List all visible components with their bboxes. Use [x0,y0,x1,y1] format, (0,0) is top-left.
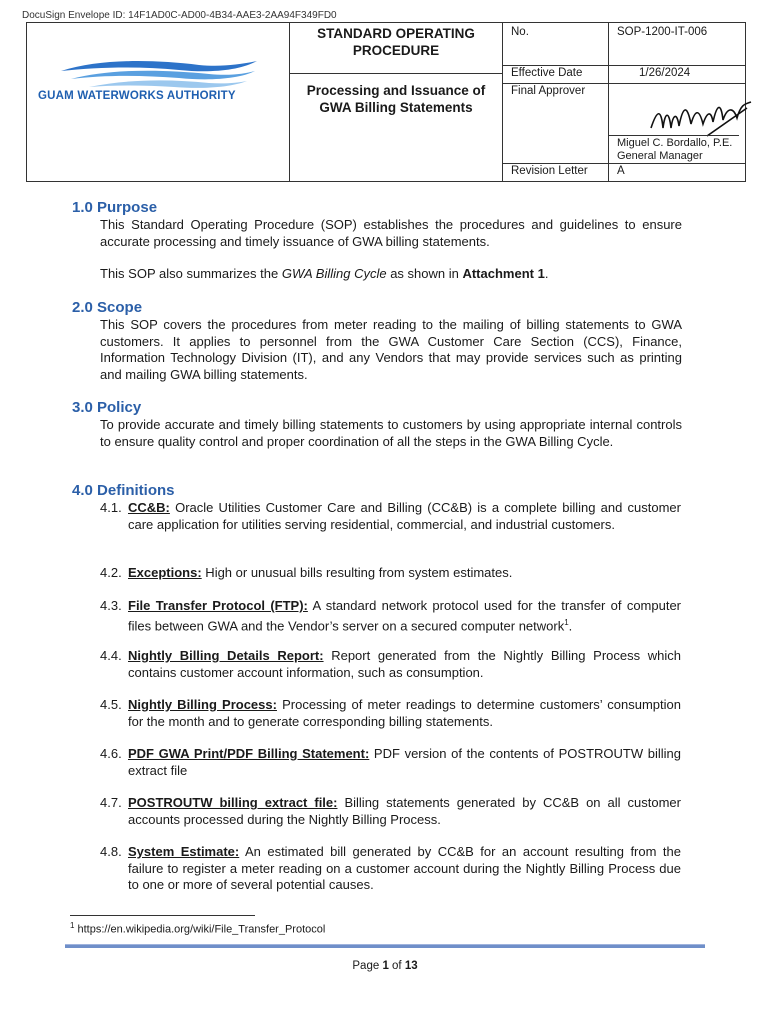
label-column [503,23,609,182]
purpose-heading: 1.0 Purpose [72,199,158,216]
doc-type: STANDARD OPERATING PROCEDURE [290,23,502,74]
footnote-divider [70,915,255,916]
policy-heading: 3.0 Policy [72,399,142,416]
footnote-ref: 1 [564,617,569,627]
value-column [609,23,746,182]
definition-item: 4.3. File Transfer Protocol (FTP): A standard network protocol used for the transfer of computer files between GWA and the Vendor’s server on a secured computer network$^1$. [100,598,682,633]
title-cell [290,23,503,182]
purpose-paragraph: This Standard Operating Procedure (SOP) establishes the procedures and guidelines to ensure accurate processing and timely issuance of GWA billing statements. [100,217,682,249]
revision-letter-label: Revision Letter [511,165,588,177]
scope-heading: 2.0 Scope [72,299,143,316]
page-number: Page 1 of 13 [352,960,418,972]
final-approver-label: Final Approver [503,84,608,164]
effective-date-value: 1/26/2024 [609,66,745,84]
definition-item: 4.2. Exceptions: High or unusual bills resulting from system estimates. [100,565,513,580]
sop-number: SOP-1200-IT-006 [609,23,745,66]
definition-item: 4.5. Nightly Billing Process: Processing of meter readings to determine customers’ consumption for the month and to generate corresponding billing statements. [100,697,681,729]
scope-paragraph: This SOP covers the procedures from meter reading to the mailing of billing statements to GWA customers. It applies to personnel from the GWA Customer Care Section (CCS), Finance, Information Technology Division (IT), and any Vendors that may provide services such as printing and mailing GWA billing statements. [100,317,682,382]
logo-text: GUAM WATERWORKS AUTHORITY [38,90,236,102]
approver-title: General Manager [617,150,703,162]
envelope-id: DocuSign Envelope ID: 14F1AD0C-AD00-4B34-AAE3-2AA94F349FD0 [22,10,337,21]
definitions-heading: 4.0 Definitions [72,482,175,499]
definition-item: 4.1. CC&B: Oracle Utilities Customer Care and Billing (CC&B) is a complete billing and customer care application for utilities serving residential, commercial, and industrial customers. [100,500,681,532]
gwa-wave-logo-icon [59,57,259,89]
footnote: $^1$ https://en.wikipedia.org/wiki/File_Transfer_Protocol [70,921,326,936]
signature-line [609,135,739,136]
no-label: No. [503,23,608,66]
signature-icon [647,98,757,138]
effective-date-label: Effective Date [503,66,608,84]
approver-block [609,84,745,164]
approver-name: Miguel C. Bordallo, P.E. [617,137,733,149]
footer-divider [65,944,705,948]
definition-item: 4.4. Nightly Billing Details Report: Report generated from the Nightly Billing Process which contains customer account information, such as consumption. [100,648,681,680]
policy-paragraph: To provide accurate and timely billing statements to customers by using appropriate internal controls to ensure quality control and proper coordination of all the steps in the GWA Billing Cycle. [100,417,682,449]
logo-cell [27,23,290,182]
sop-header-table [26,22,746,182]
definition-item: 4.6. PDF GWA Print/PDF Billing Statement: PDF version of the contents of POSTROUTW billing extract file [100,746,681,778]
definition-item: 4.7. POSTROUTW billing extract file: Billing statements generated by CC&B on all customer accounts processed during the Nightly Billing Process. [100,795,681,827]
revision-letter-value: A [617,165,625,177]
purpose-attachment-note: This SOP also summarizes the GWA Billing Cycle as shown in Attachment 1. [100,266,549,281]
doc-title: Processing and Issuance of GWA Billing Statements [306,83,486,115]
definition-item: 4.8. System Estimate: An estimated bill generated by CC&B for an account resulting from the failure to register a meter reading on a customer account during the Nightly Billing Process due to one or more of several potential causes. [100,844,681,892]
